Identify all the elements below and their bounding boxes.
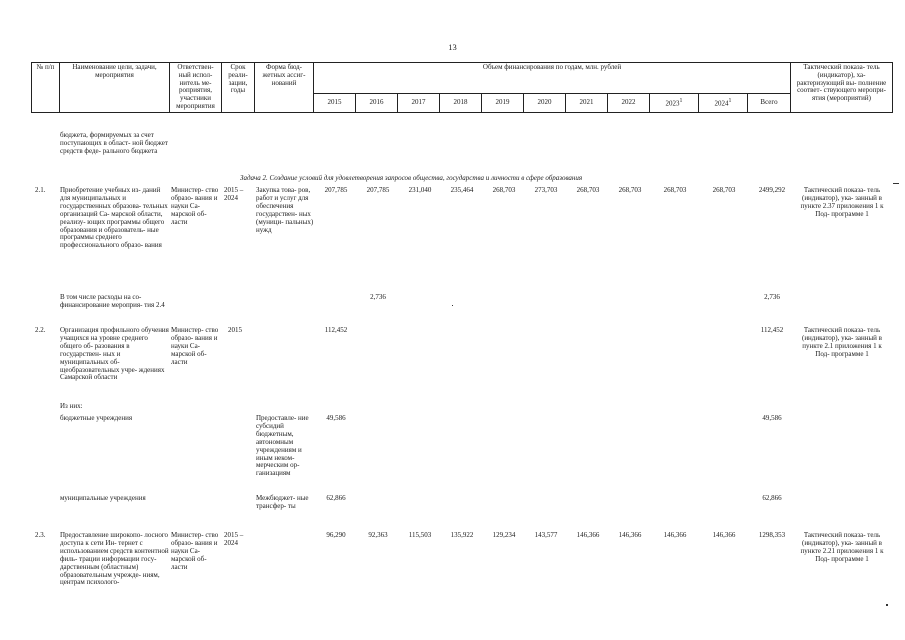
value-cell: 96,290: [326, 531, 346, 539]
scan-mark: [452, 305, 453, 306]
header-year-2024: 2024$^1$: [699, 94, 748, 113]
header-number: № п/п: [32, 63, 60, 113]
value-cell: 146,366: [618, 531, 642, 539]
value-cell: 273,703: [534, 186, 558, 194]
row-responsible: Министер- ство образо- вания и науки Са- марской об- ласти: [171, 326, 219, 366]
row-number: 2.2.: [35, 326, 46, 334]
total-cell: 49,586: [762, 414, 782, 422]
value-cell: 146,366: [712, 531, 736, 539]
value-cell: 2,736: [370, 293, 386, 301]
value-cell: 268,703: [712, 186, 736, 194]
value-cell: 146,366: [663, 531, 687, 539]
value-cell: 268,703: [663, 186, 687, 194]
header-year: 2015: [314, 94, 356, 113]
value-cell: 268,703: [492, 186, 516, 194]
value-cell: 207,785: [366, 186, 390, 194]
header-funding: Объем финансирования по годам, млн. рублей: [314, 63, 791, 94]
value-cell: 115,503: [408, 531, 432, 539]
total-cell: 1298,353: [758, 531, 786, 539]
row-form: Межбюджет- ные трансфер- ты: [256, 494, 309, 510]
row-indicator: Тактический показа- тель (индикатор), ука- занный в пункте 2.1 приложения 1 к Под- программе 1: [801, 326, 882, 358]
header-year-2023: 2023$^1$: [650, 94, 699, 113]
value-cell: 135,922: [450, 531, 474, 539]
row-responsible: Министер- ство образо- вания и науки Сa- марской об- ласти: [171, 186, 219, 226]
header-year: 2022: [608, 94, 650, 113]
header-year: 2017: [398, 94, 440, 113]
value-cell: 235,464: [450, 186, 474, 194]
row-name: бюджетные учреждения: [60, 414, 133, 422]
task-heading: Задача 2. Создание условий для удовлетворения запросов общества, государства и личности в сфере образования: [240, 174, 583, 182]
scan-mark: [886, 604, 888, 606]
header-term: Срок реали- зации, годы: [222, 63, 255, 113]
value-cell: 49,586: [326, 414, 346, 422]
continuation-text: бюджета, формируемых за счет поступающих в област- ной бюджет средств феде- рального бюджета: [60, 131, 168, 155]
row-term: 2015 – 2024: [224, 531, 244, 547]
header-responsible: Ответствен- ный испол- нитель ме- роприятия, участники мероприятия: [170, 63, 222, 113]
value-cell: 231,040: [408, 186, 432, 194]
header-year: 2021: [566, 94, 608, 113]
header-year: 2020: [524, 94, 566, 113]
value-cell: 146,366: [576, 531, 600, 539]
of-them-label: Из них:: [60, 402, 83, 410]
value-cell: 268,703: [576, 186, 600, 194]
value-cell: 143,577: [534, 531, 558, 539]
value-cell: 112,452: [324, 326, 348, 334]
row-name: Приобретение учебных из- даний для муниципальных и государственных образова- тельных организаций Са- марской области, реализу- ющих программы общего образования и образователь- ные программы среднего профессионального образо- вания: [60, 186, 168, 250]
header-total: Всего: [748, 94, 791, 113]
value-cell: 268,703: [618, 186, 642, 194]
row-name: Организация профильного обучения учащихся на уровне среднего общего об- разования в государствен- ных и муниципальных об- щеобразовательных учре- ждениях Самарской области: [60, 326, 169, 382]
total-cell: 2,736: [764, 293, 780, 301]
row-indicator: Тактический показа- тель (индикатор), ука- занный в пункте 2.21 приложения 1 к Под- программе 1: [800, 531, 884, 563]
header-year: 2019: [482, 94, 524, 113]
row-term: 2015: [228, 326, 242, 334]
row-indicator: Тактический показа- тель (индикатор), ука- занный в пункте 2.37 приложения 1 к Под- программе 1: [800, 186, 884, 218]
row-number: 2.3.: [35, 531, 46, 539]
row-name: муниципальные учреждения: [60, 494, 146, 502]
value-cell: 129,234: [492, 531, 516, 539]
header-form: Форма бюд- жетных ассиг- нований: [255, 63, 314, 113]
header-name: Наименование цели, задачи, мероприятия: [60, 63, 170, 113]
value-cell: 207,785: [324, 186, 348, 194]
row-responsible: Министер- ство образо- вания и науки Са- марской об- ласти: [171, 531, 219, 571]
value-cell: 92,363: [368, 531, 388, 539]
scan-mark: [893, 183, 899, 184]
total-cell: 112,452: [760, 326, 784, 334]
page-number: 13: [448, 42, 457, 52]
row-term: 2015 – 2024: [224, 186, 244, 202]
header-year: 2016: [356, 94, 398, 113]
total-cell: 62,866: [762, 494, 782, 502]
row-number: 2.1.: [35, 186, 46, 194]
row-name: В том числе расходы на со- финансирование мероприя- тия 2.4: [60, 293, 165, 309]
value-cell: 62,866: [326, 494, 346, 502]
row-form: Предоставле- ние субсидий бюджетным, автономным учреждениям и иным неком- мерческим ор- ганизациям: [256, 414, 309, 478]
total-cell: 2499,292: [758, 186, 786, 194]
header-indicator: Тактический показа- тель (индикатор), ха- рактеризующий вы- полнение соответ- ствующего меропри- ятия (мероприятий): [791, 63, 893, 113]
header-year: 2018: [440, 94, 482, 113]
row-name: Предоставление широкопо- лосного доступа к сети Ин- тернет с использованием средств контентной филь- трации информации госу- дарственным (областным) образовательным учрежде- ниям, центрам психолого-: [60, 531, 169, 587]
row-form: Закупка това- ров, работ и услуг для обеспечения государствен- ных (муници- пальных) нужд: [256, 186, 314, 234]
